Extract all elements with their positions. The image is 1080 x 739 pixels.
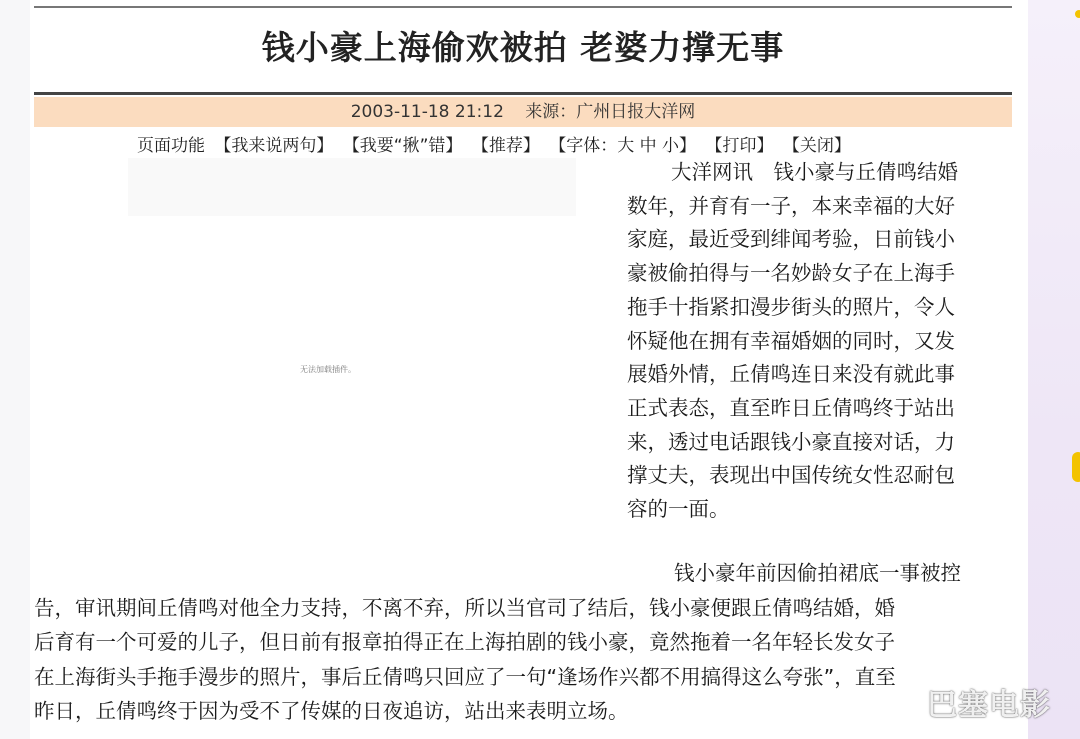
paragraph-2 bbox=[34, 556, 1004, 729]
right-side-panel bbox=[1028, 0, 1080, 739]
paragraph-line: 告，审讯期间丘倩鸣对他全力支持，不离不弃，所以当官司了结后，钱小豪便跟丘倩鸣结婚，婚 bbox=[34, 595, 895, 620]
paragraph-1 bbox=[627, 156, 1002, 527]
close-link[interactable]: 【关闭】 bbox=[782, 136, 851, 156]
paragraph-line: 展婚外情，丘倩鸣连日来没有就此事 bbox=[627, 362, 955, 387]
report-error-link[interactable]: 【我要“揪”错】 bbox=[342, 136, 463, 156]
article-title: 钱小豪上海偷欢被拍 老婆力撑无事 bbox=[261, 28, 785, 67]
paragraph-line: 怀疑他在拥有幸福婚姻的同时，又发 bbox=[627, 328, 955, 353]
paragraph-line: 家庭，最近受到绯闻考验，日前钱小 bbox=[627, 227, 955, 252]
paragraph-line: 撑丈夫，表现出中国传统女性忍耐包 bbox=[627, 463, 955, 488]
top-rule bbox=[34, 6, 1012, 8]
paragraph-line: 容的一面。 bbox=[627, 497, 730, 522]
meta-bar bbox=[34, 97, 1012, 127]
page-functions bbox=[137, 131, 855, 156]
paragraph-line: 在上海街头手拖手漫步的照片，事后丘倩鸣只回应了一句“逢场作兴都不用搞得这么夸张”，直至 bbox=[34, 664, 896, 689]
plugin-placeholder bbox=[128, 158, 576, 216]
title-rule bbox=[34, 92, 1012, 95]
source-name: 广州日报大洋网 bbox=[576, 102, 696, 122]
source bbox=[525, 102, 695, 122]
yellow-dot-icon bbox=[1075, 10, 1080, 18]
paragraph-line: 正式表态，直至昨日丘倩鸣终于站出 bbox=[627, 395, 955, 420]
paragraph-line: 数年，并育有一子，本来幸福的大好 bbox=[627, 193, 955, 218]
source-label: 来源： bbox=[525, 102, 577, 122]
paragraph-line: 大洋网讯 钱小豪与丘倩鸣结婚 bbox=[671, 160, 958, 184]
print-link[interactable]: 【打印】 bbox=[705, 136, 774, 156]
article-date: 2003-11-18 21:12 bbox=[350, 102, 504, 122]
paragraph-line: 豪被偷拍得与一名妙龄女子在上海手 bbox=[627, 261, 955, 286]
paragraph-line: 后育有一个可爱的儿子，但日前有报章拍得正在上海拍剧的钱小豪，竟然拖着一名年轻长发女子 bbox=[34, 630, 895, 654]
comment-link[interactable]: 【我来说两句】 bbox=[214, 136, 334, 156]
font-size-link[interactable]: 【字体：大 中 小】 bbox=[549, 136, 697, 156]
recommend-link[interactable]: 【推荐】 bbox=[471, 136, 540, 156]
paragraph-line: 来，透过电话跟钱小豪直接对话，力 bbox=[627, 429, 955, 454]
paragraph-line: 昨日，丘倩鸣终于因为受不了传媒的日夜追访，站出来表明立场。 bbox=[34, 699, 629, 723]
functions-label: 页面功能 bbox=[137, 136, 205, 156]
watermark: 巴塞电影 bbox=[927, 688, 1051, 723]
paragraph-line: 拖手十指紧扣漫步街头的照片，令人 bbox=[627, 294, 955, 319]
yellow-marker-icon bbox=[1072, 452, 1080, 482]
paragraph-line: 钱小豪年前因偷拍裙底一事被控 bbox=[674, 561, 961, 585]
left-margin bbox=[0, 0, 30, 739]
plugin-message: 无法加载插件。 bbox=[300, 365, 356, 374]
